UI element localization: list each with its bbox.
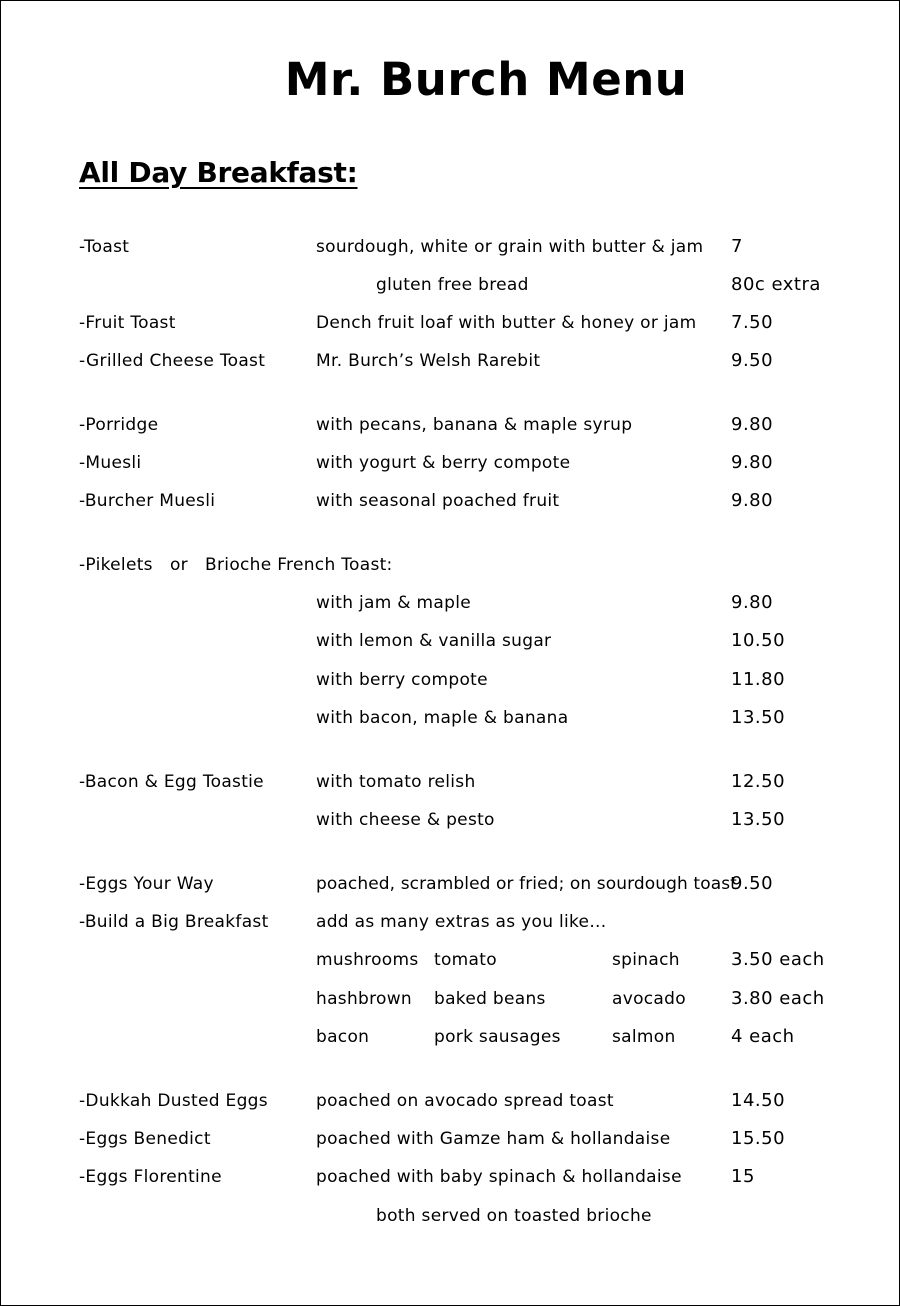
extra-option: salmon: [612, 1027, 676, 1047]
menu-item-name: -Burcher Muesli: [79, 491, 216, 511]
menu-item-name: -Eggs Florentine: [79, 1167, 222, 1187]
menu-item-name: -Pikelets or Brioche French Toast:: [79, 555, 393, 575]
menu-item-description: with pecans, banana & maple syrup: [316, 415, 633, 435]
menu-item-price: 12.50: [731, 771, 786, 792]
menu-item-name: -Fruit Toast: [79, 313, 176, 333]
menu-item-name: -Muesli: [79, 453, 142, 473]
menu-item-price: 11.80: [731, 669, 786, 690]
menu-item-description: Mr. Burch’s Welsh Rarebit: [316, 351, 541, 371]
menu-item-price: 3.50 each: [731, 949, 825, 970]
menu-item-price: 3.80 each: [731, 988, 825, 1009]
menu-item-name: -Build a Big Breakfast: [79, 912, 269, 932]
menu-item-price: 15.50: [731, 1128, 786, 1149]
menu-item-name: -Grilled Cheese Toast: [79, 351, 266, 371]
menu-item-price: 9.80: [731, 592, 774, 613]
menu-item-price: 10.50: [731, 630, 786, 651]
menu-item-price: 14.50: [731, 1090, 786, 1111]
menu-item-description: Dench fruit loaf with butter & honey or jam: [316, 313, 697, 333]
menu-item-description: with berry compote: [316, 670, 488, 690]
menu-item-description: sourdough, white or grain with butter & jam: [316, 237, 704, 257]
menu-item-price: 9.80: [731, 490, 774, 511]
menu-item-description: poached with Gamze ham & hollandaise: [316, 1129, 671, 1149]
menu-item-description: poached, scrambled or fried; on sourdough toast: [316, 874, 737, 894]
page-title: Mr. Burch Menu: [284, 53, 688, 106]
menu-item-price: 13.50: [731, 707, 786, 728]
menu-item-description: with tomato relish: [316, 772, 476, 792]
menu-item-description: with bacon, maple & banana: [316, 708, 569, 728]
extra-option: avocado: [612, 989, 686, 1009]
menu-item-description: with cheese & pesto: [316, 810, 495, 830]
menu-item-description: poached with baby spinach & hollandaise: [316, 1167, 682, 1187]
menu-footnote: both served on toasted brioche: [376, 1206, 652, 1226]
menu-item-price: 4 each: [731, 1026, 795, 1047]
menu-item-price: 7.50: [731, 312, 774, 333]
menu-item-price: 80c extra: [731, 274, 821, 295]
menu-item-price: 9.80: [731, 414, 774, 435]
extra-option: bacon: [316, 1027, 370, 1047]
menu-item-price: 13.50: [731, 809, 786, 830]
extra-option: pork sausages: [434, 1027, 561, 1047]
menu-item-description: add as many extras as you like...: [316, 912, 607, 932]
menu-item-name: -Porridge: [79, 415, 159, 435]
extra-option: tomato: [434, 950, 497, 970]
menu-item-name: -Eggs Your Way: [79, 874, 214, 894]
menu-item-price: 9.50: [731, 350, 774, 371]
menu-item-description: poached on avocado spread toast: [316, 1091, 614, 1111]
menu-item-name: -Eggs Benedict: [79, 1129, 211, 1149]
menu-note: gluten free bread: [376, 275, 529, 295]
extra-option: hashbrown: [316, 989, 413, 1009]
menu-item-price: 9.50: [731, 873, 774, 894]
extra-option: spinach: [612, 950, 680, 970]
menu-item-price: 15: [731, 1166, 755, 1187]
menu-item-description: with lemon & vanilla sugar: [316, 631, 552, 651]
menu-item-description: with jam & maple: [316, 593, 471, 613]
menu-item-description: with seasonal poached fruit: [316, 491, 560, 511]
menu-item-description: with yogurt & berry compote: [316, 453, 571, 473]
menu-item-price: 7: [731, 236, 743, 257]
menu-item-name: -Bacon & Egg Toastie: [79, 772, 264, 792]
menu-item-name: -Toast: [79, 237, 130, 257]
section-heading: All Day Breakfast:: [79, 156, 358, 189]
menu-item-price: 9.80: [731, 452, 774, 473]
extra-option: mushrooms: [316, 950, 419, 970]
menu-item-name: -Dukkah Dusted Eggs: [79, 1091, 268, 1111]
extra-option: baked beans: [434, 989, 546, 1009]
